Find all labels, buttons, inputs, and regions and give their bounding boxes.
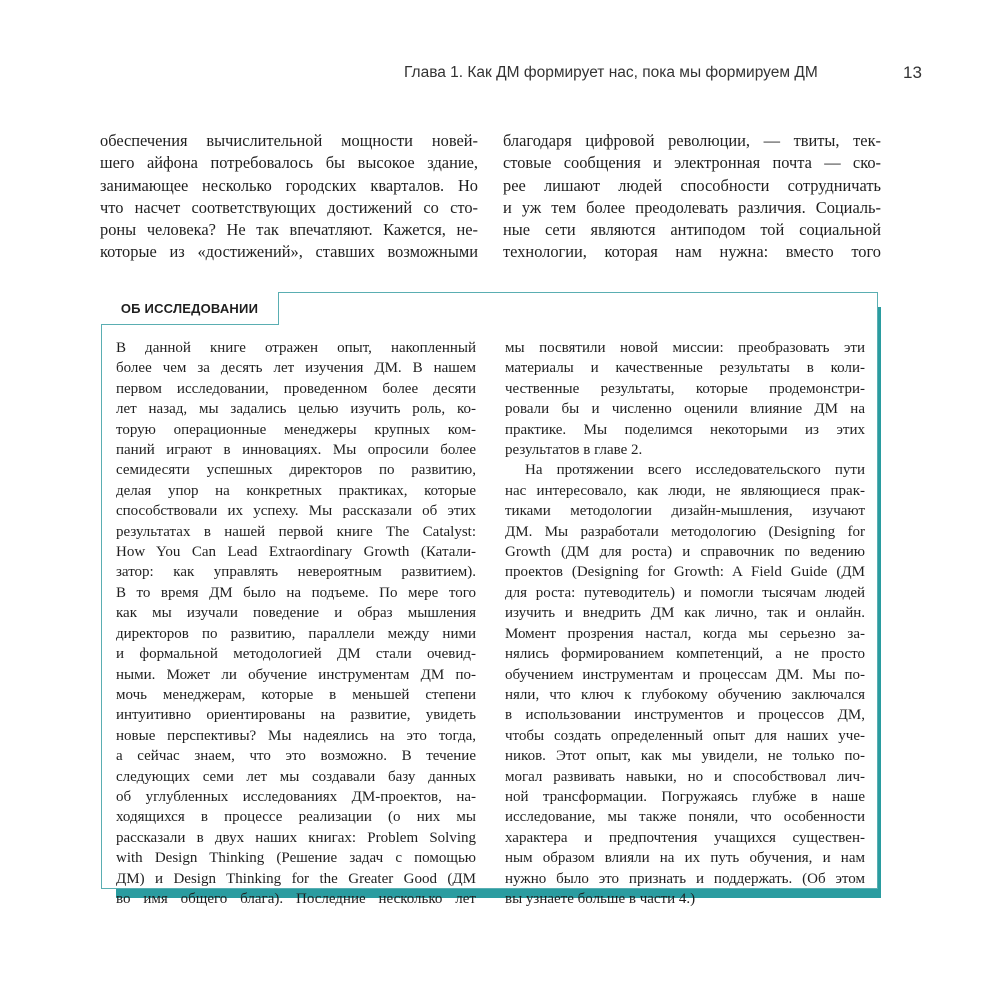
- text-line: рассказали в двух наших книгах: Problem Solving: [116, 829, 476, 846]
- text-line: благодаря цифровой революции, — твиты, тек-: [503, 131, 881, 150]
- text-line: паний играют в инновациях. Мы опросили более: [116, 442, 476, 459]
- text-line: with Design Thinking (Решение задач с помощью: [116, 850, 476, 867]
- sidebar-column-right: [505, 338, 865, 909]
- sidebar-title: ОБ ИССЛЕДОВАНИИ: [101, 292, 279, 325]
- text-line: роны человека? Не так впечатляют. Кажется, не-: [100, 220, 478, 240]
- chapter-title: Глава 1. Как ДМ формирует нас, пока мы формируем ДМ: [404, 64, 818, 81]
- text-line: ные сети являются антиподом той социальной: [503, 220, 881, 240]
- text-line: нужно было это признать и поддержать. (Об этом: [505, 870, 865, 887]
- text-line: Момент прозрения настал, когда мы серьезно за-: [505, 625, 865, 642]
- text-line: няли, что ключ к глубокому обучению заключался: [505, 686, 865, 703]
- text-line: новые перспективы? Мы надеялись на это тогда,: [116, 727, 476, 744]
- text-line: затор: как управлять невероятным развитием).: [116, 564, 476, 581]
- text-line: которые из «достижений», ставших возможными: [100, 242, 478, 262]
- text-line: характера и предпочтения учащихся существен-: [505, 829, 865, 846]
- text-line: в использовании инструментов и процессов ДМ,: [505, 707, 865, 724]
- text-line: проектов (Designing for Growth: A Field Guide (ДМ: [505, 564, 865, 581]
- text-line: ДМ) и Design Thinking for the Greater Good (ДМ: [116, 870, 476, 887]
- text-line: как мы изучали поведение и образ мышления: [116, 605, 476, 622]
- text-line: Growth (ДМ для роста) и справочник по ведению: [505, 544, 865, 561]
- text-line: мы посвятили новой миссии: преобразовать эти: [505, 340, 865, 356]
- text-line: ной трансформации. Погружаясь глубже в наше: [505, 788, 865, 805]
- sidebar-column-left: [116, 338, 476, 909]
- text-line: How You Can Lead Extraordinary Growth (Катали-: [116, 544, 476, 561]
- body-column-left: [100, 130, 478, 264]
- text-line: На протяжении всего исследовательского пути: [525, 462, 865, 479]
- text-line: обучением инструментам и процессам ДМ. Мы по-: [505, 666, 865, 683]
- text-line: чтобы создать определенный опыт для наших уче-: [505, 727, 865, 744]
- text-line: рее лишают людей способности сотрудничать: [503, 175, 881, 195]
- text-line: во имя общего блага). Последние несколько лет: [116, 890, 476, 907]
- text-line: шего айфона потребовалось бы высокое здание,: [100, 153, 478, 173]
- text-line: нас интересовало, как люди, не являющиеся прак-: [505, 482, 865, 499]
- text-line: ровали бы и численно оценили влияние ДМ на: [505, 401, 865, 418]
- text-line: вы узнаете больше в части 4.): [505, 890, 696, 907]
- text-line: чественные результаты, которые продемонстри-: [505, 380, 865, 397]
- text-line: директоров по развитию, параллели между ними: [116, 625, 476, 642]
- text-line: семидесяти успешных директоров по развитию,: [116, 462, 476, 479]
- text-line: следующих семи лет мы создавали базу данных: [116, 768, 476, 785]
- text-line: изучить и внедрить ДМ как лично, так и онлайн.: [505, 605, 865, 622]
- text-line: обеспечения вычислительной мощности новей-: [100, 131, 478, 150]
- text-line: ДМ. Мы разработали методологию (Designing for: [505, 523, 865, 540]
- text-line: первом исследовании, проведенном более десяти: [116, 380, 476, 397]
- text-line: более чем за десять лет изучения ДМ. В нашем: [116, 360, 476, 377]
- text-line: ными. Может ли обучение инструментам ДМ по-: [116, 666, 476, 683]
- text-line: результатах в нашей первой книге The Catalyst:: [116, 523, 476, 540]
- text-line: В данной книге отражен опыт, накопленный: [116, 340, 476, 356]
- text-line: и формальной методологией ДМ стали очевид-: [116, 646, 476, 663]
- text-line: могал развивать навыки, но и способствовал лич-: [505, 768, 865, 785]
- text-line: практике. Мы поделимся некоторыми из этих: [505, 421, 865, 438]
- text-line: ников. Этот опыт, как мы увидели, не только по-: [505, 748, 865, 765]
- text-line: способствовали их успеху. Мы рассказали об этих: [116, 503, 476, 520]
- page-number: 13: [903, 63, 922, 82]
- text-line: об углубленных исследованиях ДМ-проектов, на-: [116, 788, 476, 805]
- text-line: занимающее несколько городских кварталов. Но: [100, 175, 478, 195]
- text-line: ным образом влияли на их путь обучения, и нам: [505, 850, 865, 867]
- text-line: интуитивно ориентированы на развитие, увидеть: [116, 707, 476, 724]
- text-line: В то время ДМ было на подъеме. По мере того: [116, 584, 476, 601]
- text-line: а сейчас знаем, что это возможно. В течение: [116, 748, 476, 765]
- text-line: лет назад, мы задались целью изучить роль, ко-: [116, 401, 476, 418]
- text-line: технологии, которая нам нужна: вместо того: [503, 242, 881, 262]
- text-line: стовые сообщения и электронная почта — ско-: [503, 153, 881, 173]
- text-line: что насчет соответствующих достижений со сто-: [100, 197, 478, 217]
- text-line: нялись формированием компетенций, а не просто: [505, 646, 865, 663]
- text-line: материалы и качественные результаты в коли-: [505, 360, 865, 377]
- text-line: для роста: путеводитель) и помогли тысячам людей: [505, 584, 865, 601]
- text-line: мочь менеджерам, которые в меньшей степени: [116, 686, 476, 703]
- text-line: исследование, мы также поняли, что особенности: [505, 809, 865, 826]
- text-line: торую операционные менеджеры крупных ком-: [116, 421, 476, 438]
- text-line: делая упор на конкретных практиках, которые: [116, 482, 476, 499]
- text-line: тиками методологии дизайн-мышления, изучают: [505, 503, 865, 520]
- text-line: и уж тем более преодолевать различия. Социаль-: [503, 197, 881, 217]
- text-line: ходящихся в процессе реализации (о них мы: [116, 809, 476, 826]
- text-line: результатов в главе 2.: [505, 442, 643, 459]
- body-column-right: [503, 130, 881, 264]
